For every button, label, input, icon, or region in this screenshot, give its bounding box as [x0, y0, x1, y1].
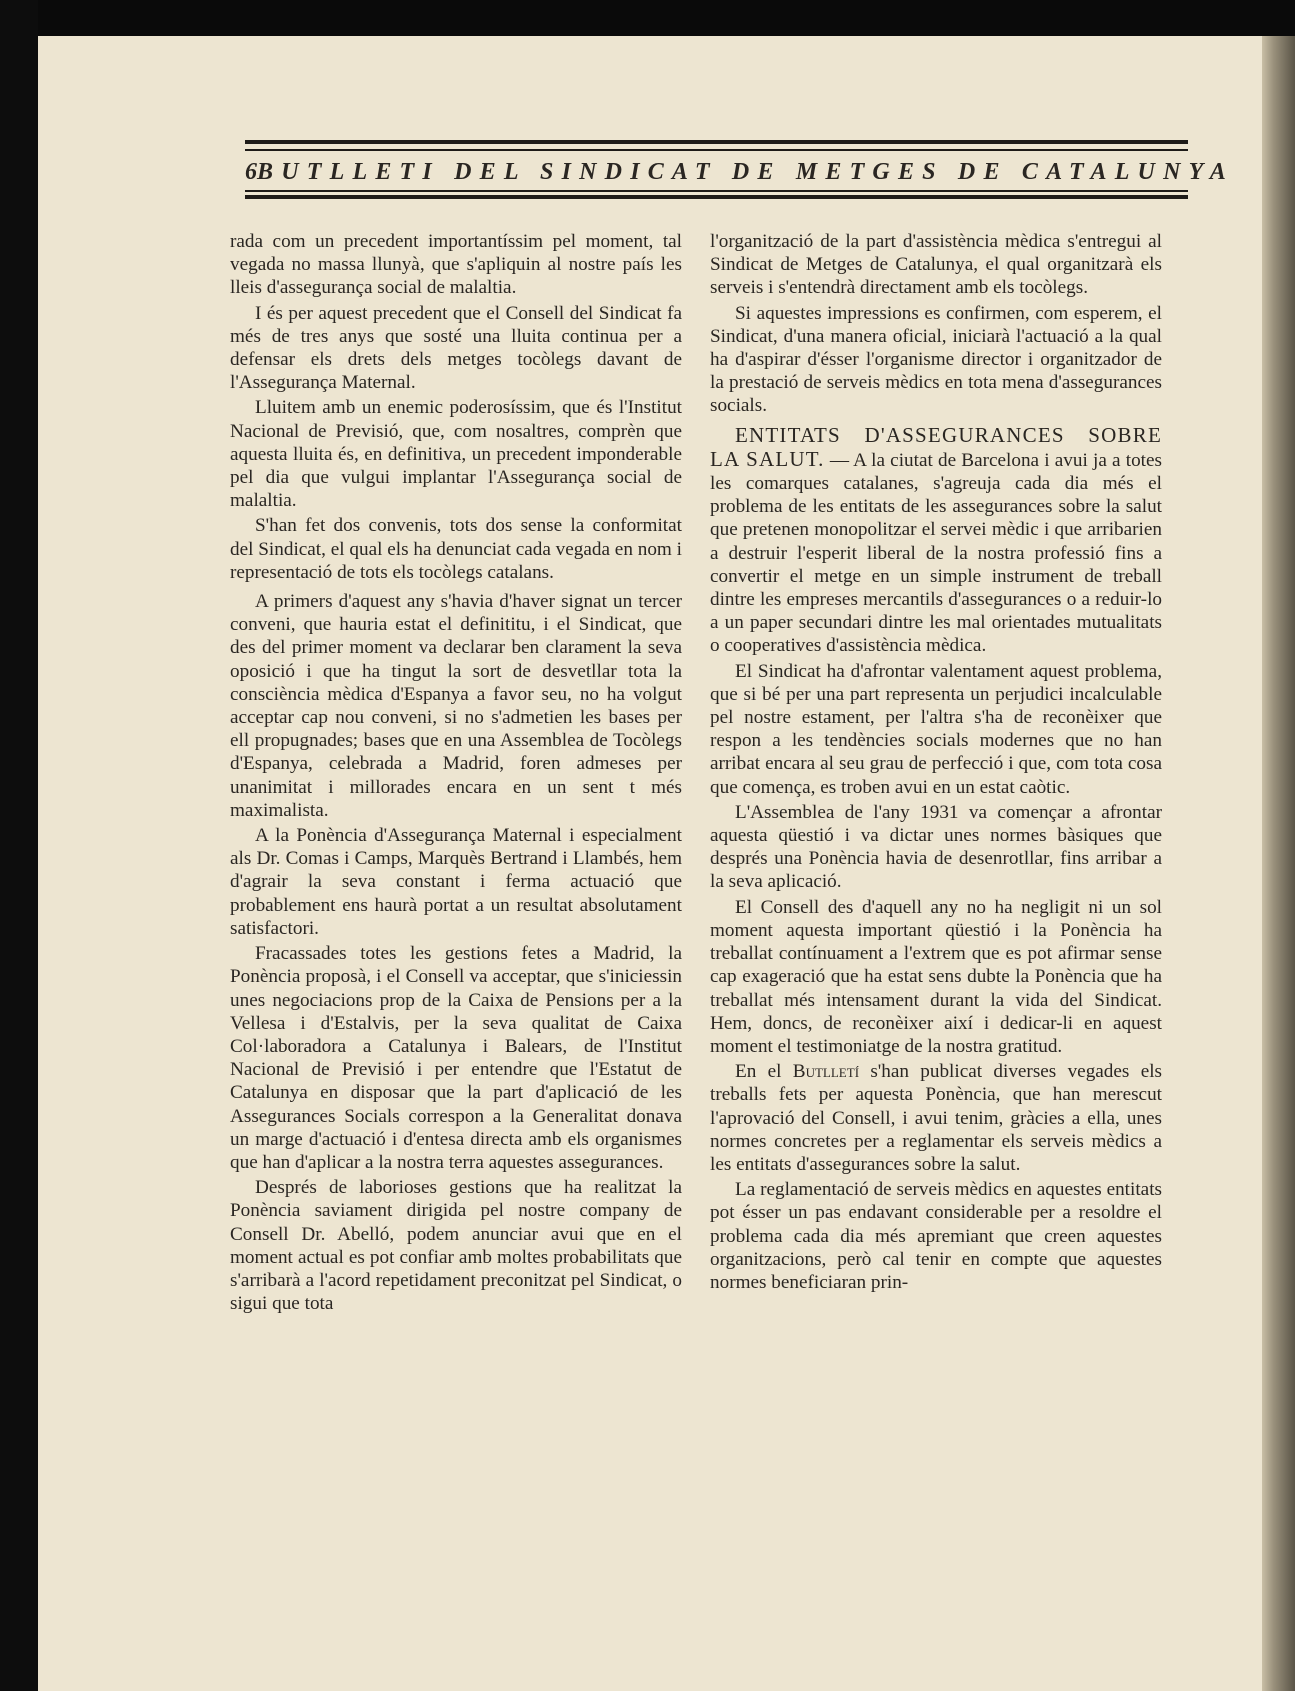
page-number: 6 — [245, 158, 257, 185]
text-run: s'han publicat diverses vegades els treballs fets per aquesta Ponència, que han merescut l'aprovació del Consell, i avui tenim, gràcies a ella, unes normes concretes per a reglamentar els serveis mèdics a les entitats d'assegurances sobre la salut. — [710, 1061, 1163, 1175]
paragraph: Després de laborioses gestions que ha realitzat la Ponència saviament dirigida pel nostre company de Consell Dr. Abelló, podem anunciar avui que en el moment actual es pot confiar amb moltes probabilitats que s'arribarà a l'acord repetidament preconitzat pel Sindicat, o sigui que tota — [230, 1177, 682, 1315]
header-rule-bottom-thick — [245, 195, 1188, 199]
paragraph: I és per aquest precedent que el Consell del Sindicat fa més de tres anys que sosté una lluita continua per a defensar els drets dels metges tocòlegs davant de l'Assegurança Maternal. — [230, 302, 682, 394]
text-run: En el — [735, 1061, 793, 1083]
paragraph: A la Ponència d'Assegurança Maternal i especialment als Dr. Comas i Camps, Marquès Bertrand i Llambés, hem d'agrair la seva constant i ferma actuació que probablement ens haurà portat a un resultat absolutament satisfactori. — [230, 825, 682, 939]
paragraph: Si aquestes impressions es confirmen, com esperem, el Sindicat, d'una manera oficial, iniciarà l'actuació a la qual ha d'aspirar d'ésser l'organisme director i organitzador de la prestació de serveis mèdics en tota mena d'assegurances socials. — [710, 302, 1162, 417]
scan-binding-edge — [1262, 36, 1295, 1691]
section-body: — A la ciutat de Barcelona i avui ja a totes les comarques catalanes, s'agreuja cada dia més el problema de les entitats de les assegurances sobre la salut que pretenen monopolitzar el servei mèdic i que arribarien a destruir l'esperit liberal de la nostra professió fins a convertir el metge en un simple instrument de treball dintre les empreses mercantils d'assegurances o a reduir-lo a un paper secundari dintre les mal orientades mutualitats o cooperatives d'assistència mèdica. — [710, 449, 1162, 657]
paragraph: l'organització de la part d'assistència mèdica s'entregui al Sindicat de Metges de Catalunya, el qual organitzarà els serveis i s'entendrà directament amb els tocòlegs. — [710, 231, 1162, 299]
header-rule-top-thin — [245, 149, 1188, 151]
section-heading: ENTITATS D'ASSEGURANCES SOBRE LA SALUT. — [710, 422, 1162, 471]
left-column — [230, 230, 682, 1317]
paragraph: rada com un precedent importantíssim pel moment, tal vegada no massa llunyà, que s'apliquin al nostre país les lleis d'assegurança social de malaltia. — [230, 231, 682, 299]
paragraph: El Sindicat ha d'afrontar valentament aquest problema, que si bé per una part representa un perjudici incalculable pel nostre estament, per l'altra s'ha de reconèixer que respon a les tendències socials modernes que no han arribat encara al seu grau de perfecció i que, com tota cosa que comença, es troben avui en un estat caòtic. — [710, 660, 1162, 798]
journal-name-small-caps: Butlletí — [792, 1061, 860, 1083]
header-rule-top-thick — [245, 140, 1188, 144]
header-row — [245, 157, 1234, 187]
paragraph: Fracassades totes les gestions fetes a Madrid, la Ponència proposà, i el Consell va acceptar, que s'iniciessin unes negociacions prop de la Caixa de Pensions per a la Vellesa i d'Estalvis, per la seva qualitat de Caixa Col·laboradora a Catalunya i Balears, de l'Institut Nacional de Previsió i per entendre que l'Estatut de Catalunya en disposar que la part d'aplicació de les Assegurances Socials correspon a la Generalitat donava un marge d'actuació i d'entesa directa amb els organismes que han d'aplicar a la nostra terra aquestes assegurances. — [230, 943, 682, 1173]
paragraph: A primers d'aquest any s'havia d'haver signat un tercer conveni, que hauria estat el definititu, i el Sindicat, que des del primer moment va declarar ben clarament la seva oposició i que ha tingut la sort de desvetllar tota la consciència mèdica d'Espanya a favor seu, no ha volgut acceptar cap nou conveni, si no s'admetien les bases per ell propugnades; bases que en una Assemblea de Tocòlegs d'Espanya, celebrada a Madrid, foren admeses per unanimitat i millorades encara en un sent t més maximalista. — [230, 591, 682, 821]
paragraph: Lluitem amb un enemic poderosíssim, que és l'Institut Nacional de Previsió, que, com nosaltres, comprèn que aquesta lluita és, en definitiva, un precedent imponderable pel dia que vulgui implantar l'Assegurança social de malaltia. — [230, 397, 682, 512]
paragraph: L'Assemblea de l'any 1931 va començar a afrontar aquesta qüestió i va dictar unes normes bàsiques que després una Ponència havia de desenrotllar, fins arribar a la seva aplicació. — [710, 801, 1162, 893]
paragraph: La reglamentació de serveis mèdics en aquestes entitats pot ésser un pas endavant considerable per a resoldre el problema cada dia més apremiant que creen aquestes organitzacions, però cal tenir en compte que aquestes normes beneficiaran prin- — [710, 1179, 1162, 1293]
scan-top-border — [0, 0, 1295, 36]
paragraph: El Consell des d'aquell any no ha negligit ni un sol moment aquesta important qüestió i la Ponència ha treballat contínuament a l'extrem que es pot afirmar sense cap exageració que ha estat sens dubte la Ponència que ha treballat més intensament durant la vida del Sindicat. Hem, doncs, de reconèixer així i dedicar-li en aquest moment el testimoniatge de la nostra gratitud. — [710, 896, 1162, 1057]
paragraph: S'han fet dos convenis, tots dos sense la conformitat del Sindicat, el qual els ha denunciat cada vegada en nom i representació de tots els tocòlegs catalans. — [230, 515, 682, 583]
header-rule-bottom-thin — [245, 190, 1188, 192]
right-column — [710, 230, 1162, 1296]
scan-left-border — [0, 0, 38, 1691]
paragraph — [710, 1060, 1162, 1176]
journal-title: BUTLLETI DEL SINDICAT DE METGES DE CATALUNYA — [257, 158, 1234, 185]
section-paragraph — [710, 424, 1162, 658]
running-header — [245, 140, 1234, 200]
